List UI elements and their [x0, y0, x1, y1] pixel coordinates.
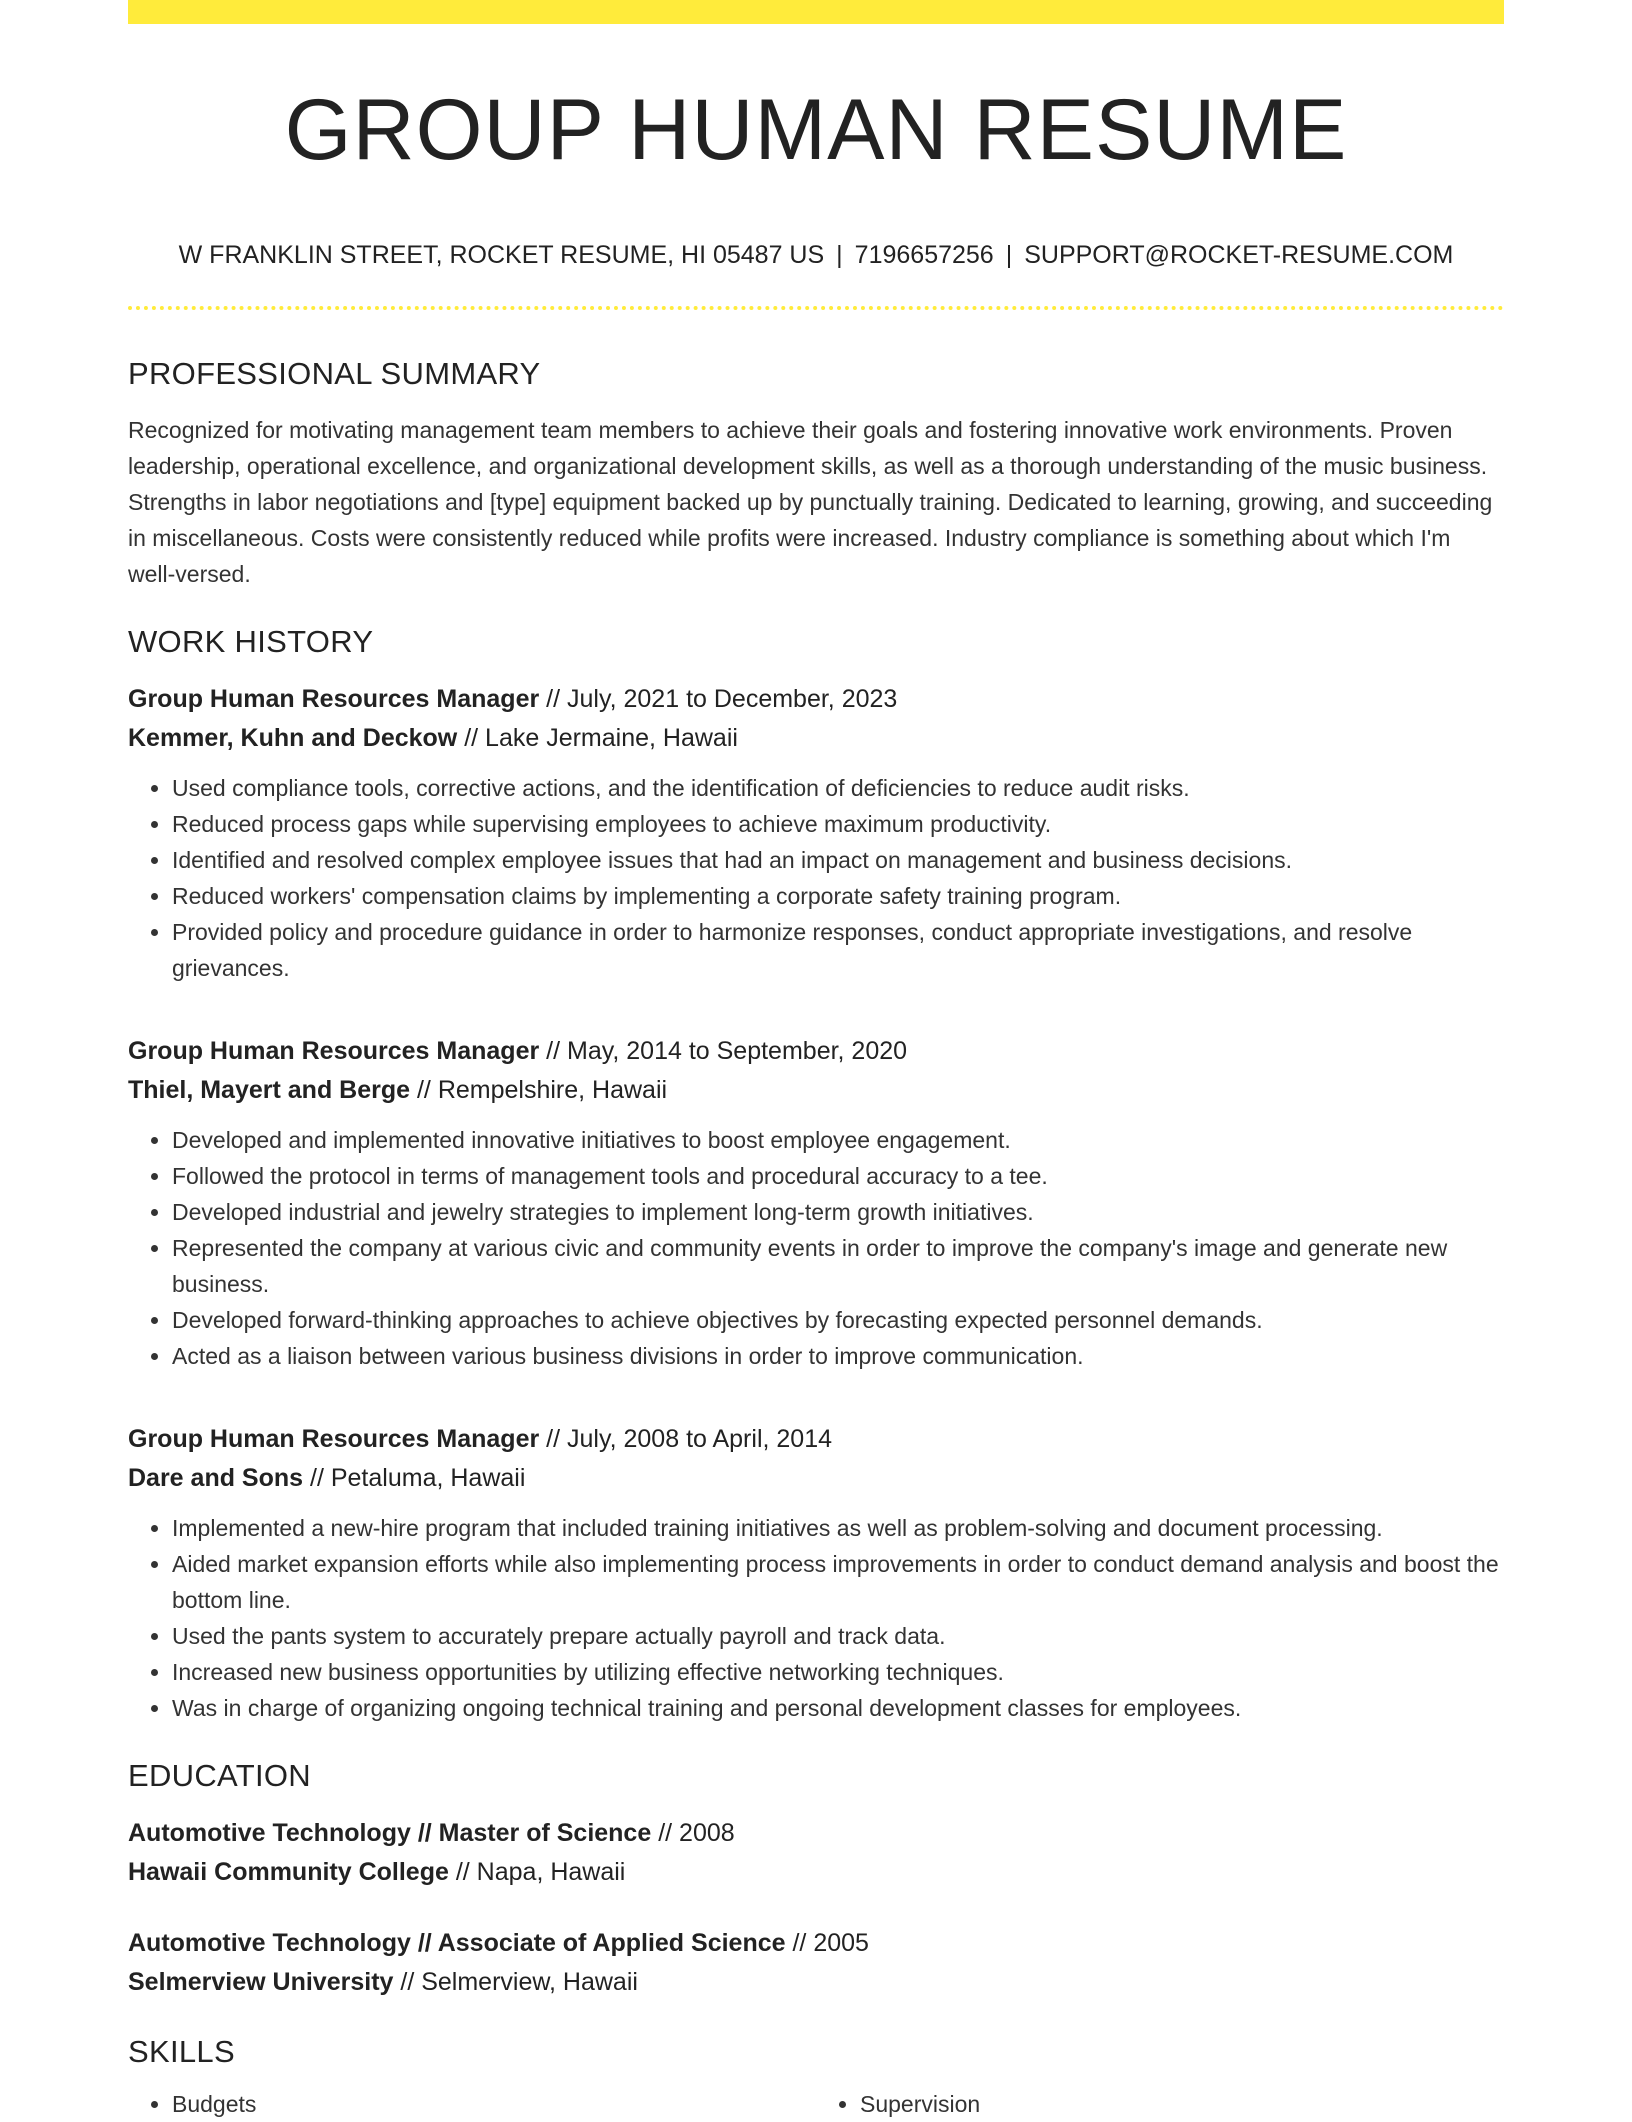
- list-item: • Acted as a liaison between various business divisions in order to improve communication.: [172, 1338, 1504, 1374]
- job-title: Group Human Resources Manager: [128, 685, 540, 713]
- school-line: [128, 1963, 1504, 2002]
- list-item: • Identified and resolved complex employee issues that had an impact on management and business decisions.: [172, 842, 1504, 878]
- job-company-line: [128, 1071, 1504, 1110]
- phone: 7196657256: [854, 241, 994, 269]
- summary-section: [128, 354, 1504, 592]
- job-location: // Lake Jermaine, Hawaii: [464, 724, 738, 752]
- job-bullets: [128, 1122, 1504, 1374]
- degree-line: [128, 1924, 1504, 1963]
- skills-list-left: [128, 2086, 816, 2122]
- degree-line: [128, 1814, 1504, 1853]
- job-company: Thiel, Mayert and Berge: [128, 1076, 411, 1104]
- school: Hawaii Community College: [128, 1858, 449, 1886]
- list-item: • Used compliance tools, corrective actions, and the identification of deficiencies to reduce audit risks.: [172, 770, 1504, 806]
- list-item: • Implemented a new-hire program that included training initiatives as well as problem-solving and document processing.: [172, 1510, 1504, 1546]
- list-item: • Was in charge of organizing ongoing technical training and personal development classes for employees.: [172, 1690, 1504, 1726]
- job-dates: // May, 2014 to September, 2020: [546, 1037, 908, 1065]
- list-item: • Used the pants system to accurately prepare actually payroll and track data.: [172, 1618, 1504, 1654]
- email: SUPPORT@ROCKET-RESUME.COM: [1024, 241, 1454, 269]
- job-company: Kemmer, Kuhn and Deckow: [128, 724, 458, 752]
- school-line: [128, 1853, 1504, 1892]
- education-section: [128, 1756, 1504, 2002]
- top-accent-bar: [128, 0, 1504, 24]
- job-title-line: [128, 1420, 1504, 1459]
- degree-year: // 2008: [658, 1819, 735, 1847]
- job-location: // Rempelshire, Hawaii: [416, 1076, 668, 1104]
- section-heading: WORK HISTORY: [128, 624, 374, 659]
- job-company-line: [128, 719, 1504, 758]
- degree: Automotive Technology // Associate of Applied Science: [128, 1929, 786, 1957]
- list-item: • Developed industrial and jewelry strategies to implement long-term growth initiatives.: [172, 1194, 1504, 1230]
- address: W FRANKLIN STREET, ROCKET RESUME, HI 05487 US: [178, 241, 825, 269]
- list-item: • Reduced process gaps while supervising employees to achieve maximum productivity.: [172, 806, 1504, 842]
- skills-columns: [128, 2086, 1504, 2122]
- job-entry: [128, 680, 1504, 986]
- contact-separator: |: [1005, 241, 1013, 269]
- job-bullets: [128, 770, 1504, 986]
- job-dates: // July, 2021 to December, 2023: [546, 685, 898, 713]
- degree: Automotive Technology // Master of Science: [128, 1819, 652, 1847]
- job-company-line: [128, 1459, 1504, 1498]
- job-entry: [128, 1420, 1504, 1726]
- summary-text: Recognized for motivating management team members to achieve their goals and fostering innovative work environments. Proven leadership, operational excellence, and organizational development skills, as well as a thorough understanding of the music business. Strengths in labor negotiations and [type] equipment backed up by punctually training. Dedicated to learning, growing, and succeeding in miscellaneous. Costs were consistently reduced while profits were increased. Industry compliance is something about which I'm well-versed.: [128, 417, 1493, 587]
- skills-list-right: [816, 2086, 1504, 2122]
- job-title: Group Human Resources Manager: [128, 1425, 540, 1453]
- job-dates: // July, 2008 to April, 2014: [546, 1425, 832, 1453]
- education-entry: [128, 1814, 1504, 1892]
- contact-line: [128, 238, 1504, 272]
- degree-year: // 2005: [792, 1929, 869, 1957]
- list-item: • Increased new business opportunities by utilizing effective networking techniques.: [172, 1654, 1504, 1690]
- skill-item: • Supervision: [860, 2086, 1504, 2122]
- skill-item: • Budgets: [172, 2086, 816, 2122]
- school-location: // Napa, Hawaii: [455, 1858, 626, 1886]
- contact-separator: |: [836, 241, 843, 269]
- list-item: • Reduced workers' compensation claims by implementing a corporate safety training program.: [172, 878, 1504, 914]
- school: Selmerview University: [128, 1968, 394, 1996]
- resume-content: [128, 354, 1504, 2122]
- section-heading: EDUCATION: [128, 1758, 311, 1793]
- list-item: • Developed and implemented innovative initiatives to boost employee engagement.: [172, 1122, 1504, 1158]
- job-title-line: [128, 680, 1504, 719]
- job-location: // Petaluma, Hawaii: [310, 1464, 526, 1492]
- job-title-line: [128, 1032, 1504, 1071]
- skills-section: [128, 2032, 1504, 2122]
- list-item: • Represented the company at various civic and community events in order to improve the company's image and generate new business.: [172, 1230, 1504, 1302]
- job-bullets: [128, 1510, 1504, 1726]
- section-heading: PROFESSIONAL SUMMARY: [128, 356, 541, 391]
- work-history-section: [128, 622, 1504, 1726]
- section-heading: SKILLS: [128, 2034, 235, 2069]
- dotted-divider: [128, 306, 1504, 310]
- job-company: Dare and Sons: [128, 1464, 304, 1492]
- job-entry: [128, 1032, 1504, 1374]
- education-entry: [128, 1924, 1504, 2002]
- school-location: // Selmerview, Hawaii: [400, 1968, 638, 1996]
- list-item: • Aided market expansion efforts while also implementing process improvements in order to conduct demand analysis and boost the bottom line.: [172, 1546, 1504, 1618]
- resume-name: GROUP HUMAN RESUME: [284, 82, 1348, 178]
- list-item: • Developed forward-thinking approaches to achieve objectives by forecasting expected personnel demands.: [172, 1302, 1504, 1338]
- list-item: • Followed the protocol in terms of management tools and procedural accuracy to a tee.: [172, 1158, 1504, 1194]
- job-title: Group Human Resources Manager: [128, 1037, 540, 1065]
- list-item: • Provided policy and procedure guidance in order to harmonize responses, conduct appropriate investigations, and resolve grievances.: [172, 914, 1504, 986]
